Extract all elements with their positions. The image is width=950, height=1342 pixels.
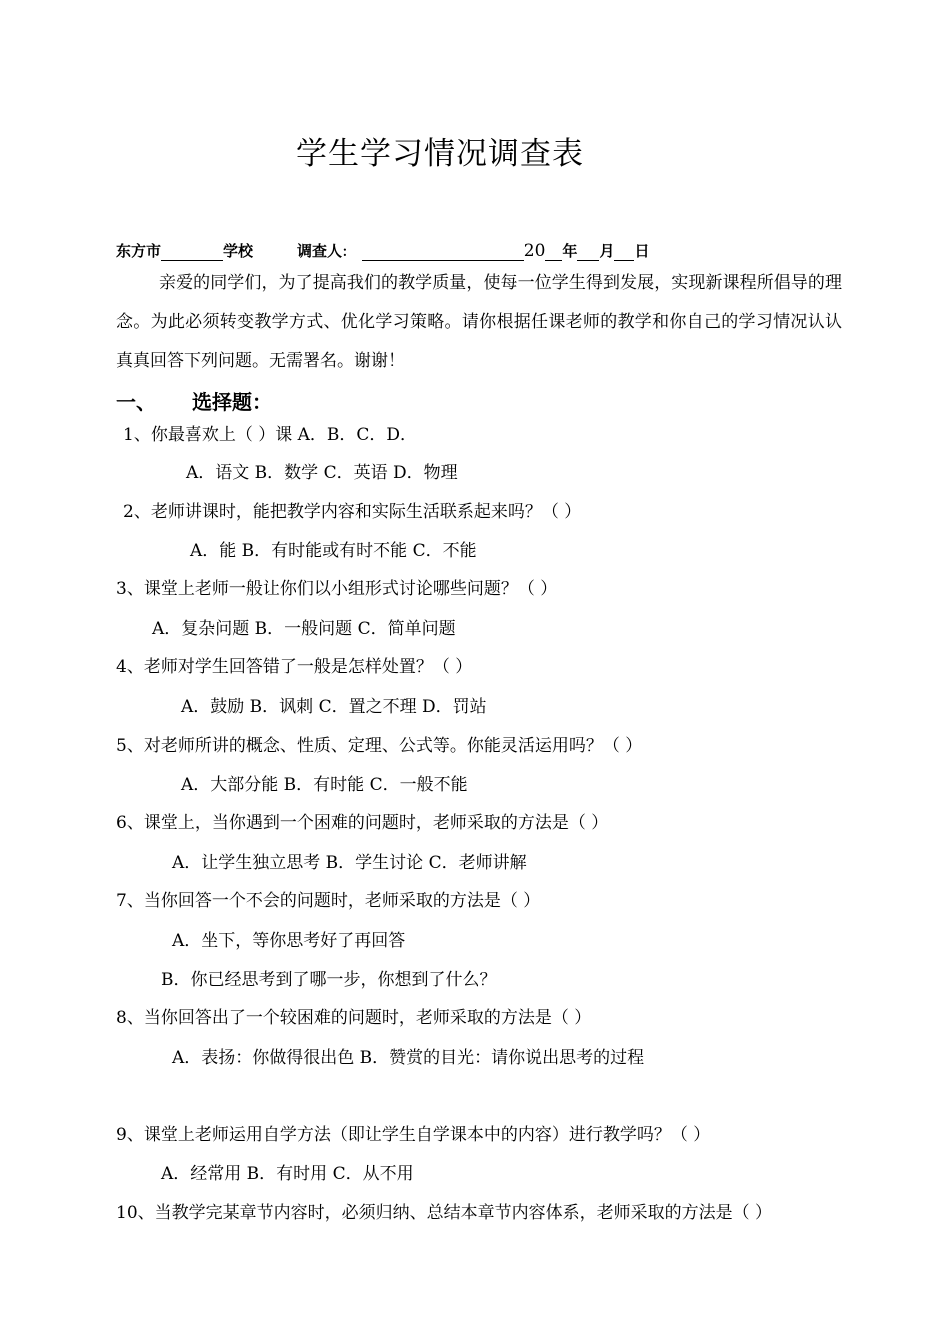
question-5: 5、对老师所讲的概念、性质、定理、公式等。你能灵活运用吗？（ ） bbox=[116, 736, 643, 756]
investigator-label: 调查人 bbox=[297, 242, 343, 260]
question-10: 10、当教学完某章节内容时，必须归纳、总结本章节内容体系，老师采取的方法是（ ） bbox=[116, 1203, 773, 1223]
year-prefix: 20 bbox=[523, 241, 546, 261]
question-1-options: A．语文 B．数学 C．英语 D．物理 bbox=[186, 463, 458, 483]
question-1: 1、你最喜欢上（ ）课 A．B．C．D． bbox=[123, 425, 418, 445]
day-blank bbox=[614, 242, 634, 261]
section-heading bbox=[116, 386, 272, 415]
colon: : bbox=[342, 241, 348, 261]
intro-paragraph: 亲爱的同学们，为了提高我们的教学质量，使每一位学生得到发展，实现新课程所倡导的理念。为此必须转变教学方式、优化学习策略。请你根据任课老师的教学和你自己的学习情况认认真真回答下列问题。无需署名。谢谢！ bbox=[116, 273, 842, 371]
month-label: 月 bbox=[599, 242, 615, 260]
question-8-options: A．表扬：你做得很出色 B．赞赏的目光：请你说出思考的过程 bbox=[172, 1048, 645, 1068]
page-title: 学生学习情况调查表 bbox=[296, 136, 584, 172]
city-label: 东方市 bbox=[116, 242, 162, 260]
question-6: 6、课堂上，当你遇到一个困难的问题时，老师采取的方法是（ ） bbox=[116, 813, 609, 833]
question-4-options: A．鼓励 B．讽刺 C．置之不理 D．罚站 bbox=[181, 697, 487, 717]
question-7: 7、当你回答一个不会的问题时，老师采取的方法是（ ） bbox=[116, 891, 541, 911]
survey-info-line bbox=[116, 240, 649, 264]
question-2: 2、老师讲课时，能把教学内容和实际生活联系起来吗？（ ） bbox=[123, 502, 582, 522]
question-7-option-b: B．你已经思考到了哪一步，你想到了什么？ bbox=[161, 970, 497, 990]
question-6-options: A．让学生独立思考 B．学生讨论 C．老师讲解 bbox=[172, 853, 527, 873]
year-blank bbox=[545, 242, 562, 261]
section-number: 一、 bbox=[116, 390, 156, 414]
month-blank bbox=[577, 242, 599, 261]
school-name-blank bbox=[161, 242, 223, 261]
question-4: 4、老师对学生回答错了一般是怎样处置？（ ） bbox=[116, 657, 473, 677]
section-title: 选择题： bbox=[192, 390, 272, 414]
year-label: 年 bbox=[562, 242, 578, 260]
question-8: 8、当你回答出了一个较困难的问题时，老师采取的方法是（ ） bbox=[116, 1008, 592, 1028]
question-5-options: A．大部分能 B．有时能 C．一般不能 bbox=[181, 775, 468, 795]
day-label: 日 bbox=[634, 242, 650, 260]
question-3: 3、课堂上老师一般让你们以小组形式讨论哪些问题？（ ） bbox=[116, 579, 558, 599]
question-9-options: A．经常用 B．有时用 C．从不用 bbox=[161, 1164, 414, 1184]
question-2-options: A．能 B．有时能或有时不能 C．不能 bbox=[190, 541, 477, 561]
question-3-options: A．复杂问题 B．一般问题 C．简单问题 bbox=[152, 619, 456, 639]
question-7-option-a: A．坐下，等你思考好了再回答 bbox=[172, 931, 406, 951]
question-9: 9、课堂上老师运用自学方法（即让学生自学课本中的内容）进行教学吗？（ ） bbox=[116, 1125, 711, 1145]
school-label: 学校 bbox=[223, 242, 254, 260]
investigator-name-blank bbox=[362, 242, 524, 261]
